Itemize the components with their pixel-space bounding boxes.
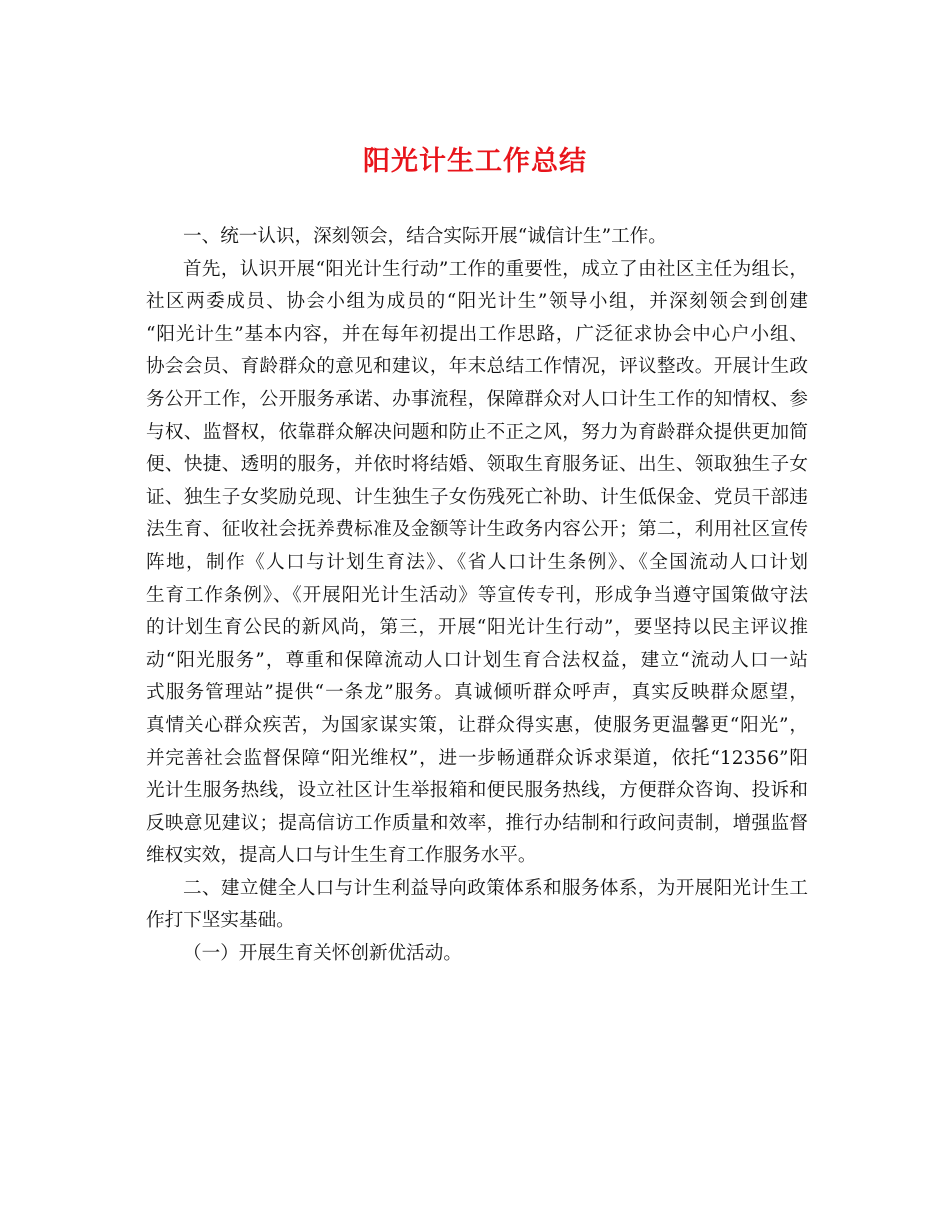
paragraph-line: 社区两委成员、协会小组为成员的“阳光计生”领导小组，并深刻领会到创建: [146, 291, 808, 313]
subsection-1-heading: （一）开展生育关怀创新优活动。: [183, 943, 462, 965]
paragraph-line: 法生育、征收社会抚养费标准及金额等计生政务内容公开；第二，利用社区宣传: [146, 519, 808, 541]
paragraph-line: 维权实效，提高人口与计生生育工作服务水平。: [146, 845, 537, 867]
paragraph-line: 反映意见建议；提高信访工作质量和效率，推行办结制和行政问责制，增强监督: [146, 812, 808, 834]
paragraph-line: 与权、监督权，依靠群众解决问题和防止不正之风，努力为育龄群众提供更加简: [146, 421, 808, 443]
paragraph-line: 的计划生育公民的新风尚，第三，开展“阳光计生行动”，要坚持以民主评议推: [146, 617, 808, 639]
section-2-heading: [146, 873, 808, 938]
paragraph-line: “阳光计生”基本内容，并在每年初提出工作思路，广泛征求协会中心户小组、: [146, 323, 808, 345]
heading-line: 作打下坚实基础。: [146, 910, 295, 932]
paragraph-line: 协会会员、育龄群众的意见和建议，年末总结工作情况，评议整改。开展计生政: [146, 356, 808, 378]
paragraph-1: [146, 254, 808, 873]
paragraph-line: 动“阳光服务”，尊重和保障流动人口计划生育合法权益，建立“流动人口一站: [146, 649, 808, 671]
section-1-heading: 一、统一认识，深刻领会，结合实际开展“诚信计生”工作。: [183, 226, 667, 247]
paragraph-line: 便、快捷、透明的服务，并依时将结婚、领取生育服务证、出生、领取独生子女: [146, 454, 808, 476]
paragraph-line: 式服务管理站”提供“一条龙”服务。真诚倾听群众呼声，真实反映群众愿望，: [146, 682, 808, 704]
paragraph-line: 真情关心群众疾苦，为国家谋实策，让群众得实惠，使服务更温馨更“阳光”，: [146, 714, 808, 736]
paragraph-line: 生育工作条例》、《开展阳光计生活动》等宣传专刊，形成争当遵守国策做守法: [146, 584, 808, 606]
paragraph-line: 并完善社会监督保障“阳光维权”，进一步畅通群众诉求渠道，依托“12356”阳: [146, 747, 808, 769]
paragraph-line: 证、独生子女奖励兑现、计生独生子女伤残死亡补助、计生低保金、党员干部违: [146, 486, 808, 508]
paragraph-line: 光计生服务热线，设立社区计生举报箱和便民服务热线，方便群众咨询、投诉和: [146, 780, 808, 802]
paragraph-line: 务公开工作，公开服务承诺、办事流程，保障群众对人口计生工作的知情权、参: [146, 388, 808, 410]
paragraph-line: 首先，认识开展“阳光计生行动”工作的重要性，成立了由社区主任为组长，: [183, 258, 808, 280]
paragraph-line: 阵地，制作《人口与计划生育法》、《省人口计生条例》、《全国流动人口计划: [146, 551, 808, 573]
heading-line: 二、建立健全人口与计生利益导向政策体系和服务体系，为开展阳光计生工: [183, 877, 808, 899]
document-title: 阳光计生工作总结: [363, 146, 587, 177]
document-body: [146, 221, 808, 971]
